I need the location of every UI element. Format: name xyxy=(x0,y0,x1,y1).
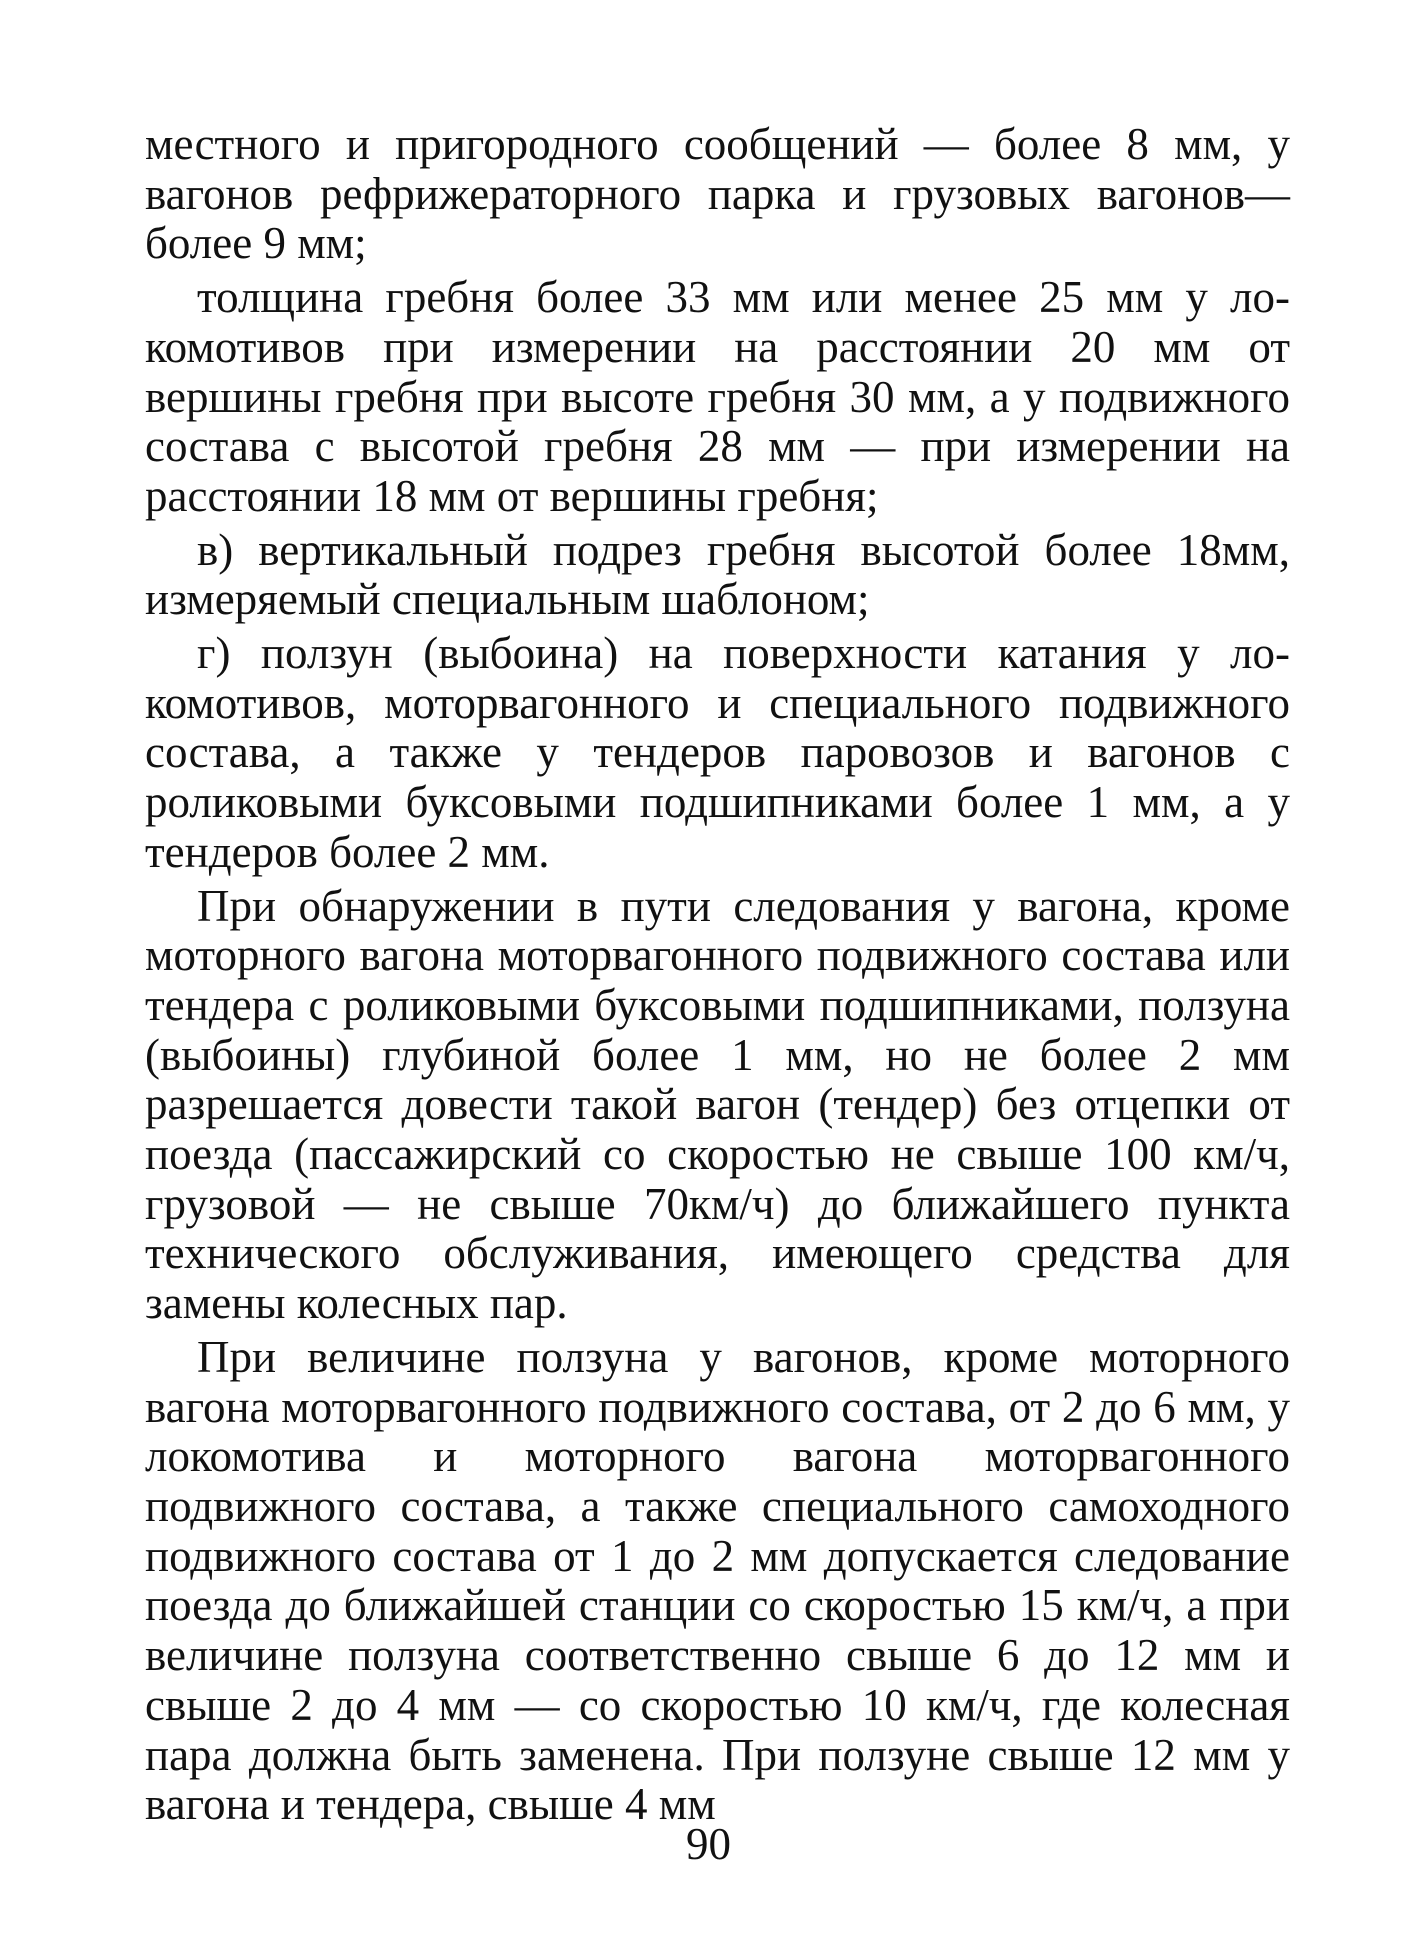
page-body xyxy=(145,120,1290,1834)
paragraph-vertical-undercut: в) вертикальный подрез гребня высотой более 18мм, измеряемый специальным шаблоном; xyxy=(145,524,1290,625)
paragraph-continuation: местного и пригородного сообщений — более 8 мм, у вагонов рефрижераторного парка и грузовых вагонов— более 9 мм; xyxy=(145,119,1290,269)
paragraph-flat-size-speed: При величине ползуна у вагонов, кроме моторного вагона моторвагонного подвижного состава, от 2 до 6 мм, у локомотива и моторного вагона моторвагонного подвижного состава, а также специального самоходного подвижного состава от 1 до 2 мм допускается следование поезда до ближайшей станции со скоростью 15 км/ч, а при величине ползуна соответственно свыше 6 до 12 мм и свыше 2 до 4 мм — со скоростью 10 км/ч, где колесная пара должна быть заменена. При ползуне свыше 12 мм у вагона и тендера, свыше 4 мм xyxy=(145,1331,1290,1830)
paragraph-flat-detected-en-route: При обнаружении в пути следования у вагона, кроме моторного вагона моторвагонного подвижного состава или тендера с роликовыми буксовыми подшипниками, ползуна (выбоины) глубиной более 1 мм, но не более 2 мм разрешается довести такой вагон (тендер) без отцепки от поезда (пассажирский со скоростью не свыше 100 км/ч, грузовой — не свыше 70км/ч) до ближайшего пункта технического обслуживания, имеющего средства для замены колесных пар. xyxy=(145,880,1290,1329)
page-number: 90 xyxy=(686,1819,731,1869)
paragraph-wheel-flat: г) ползун (выбоина) на поверхности катания у локомотивов, моторвагонного и специального подвижного состава, а также у тендеров паровозов и вагонов с роликовыми буксовыми подшипниками более 1 мм, а у тендеров более 2 мм. xyxy=(145,628,1290,877)
paragraph-flange-thickness: толщина гребня более 33 мм или менее 25 мм у локомотивов при измерении на расстоянии 20 мм от вершины гребня при высоте гребня 30 мм, а у подвижного состава с высотой гребня 28 мм — при измерении на расстоянии 18 мм от вершины гребня; xyxy=(145,272,1290,521)
